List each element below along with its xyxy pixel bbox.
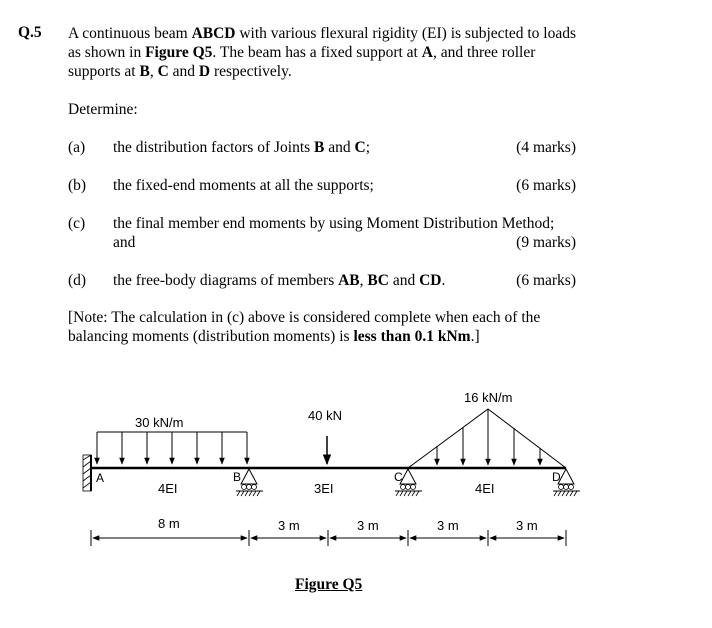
span-ab-rigidity: 4EI (158, 481, 178, 496)
part-c-marks: (9 marks) (516, 234, 576, 251)
figure-caption: Figure Q5 (295, 576, 363, 593)
joint-label-a: A (96, 471, 105, 485)
part-a-marks: (4 marks) (516, 139, 576, 156)
determine-heading: Determine: (68, 101, 138, 118)
udl-load (97, 432, 247, 464)
question-intro: A continuous beam ABCD with various flexural rigidity (EI) is subjected to loads as shown in Figure Q5. The beam has a fixed support at A, and three roller supports at B, C and D respectively. (68, 25, 576, 80)
dimension-label-3: 3 m (357, 518, 379, 533)
point-load-label: 40 kN (308, 408, 342, 423)
triangular-load-label: 16 kN/m (464, 390, 513, 405)
part-d-label: (d) (68, 272, 87, 289)
part-b-marks: (6 marks) (516, 177, 576, 194)
triangular-load (408, 409, 566, 468)
part-c-text: the final member end moments by using Moment Distribution Method; (113, 215, 555, 232)
span-cd-rigidity: 4EI (475, 481, 495, 496)
span-bc-rigidity: 3EI (314, 481, 334, 496)
note-text: [Note: The calculation in (c) above is considered complete when each of the balancing moments (distribution moments) is less than 0.1 kNm.] (68, 309, 541, 345)
part-d-marks: (6 marks) (516, 272, 576, 289)
part-a-text: the distribution factors of Joints B and C; (113, 139, 371, 156)
dimension-label-5: 3 m (516, 518, 538, 533)
joint-label-d: D (552, 470, 561, 484)
part-a-label: (a) (68, 139, 86, 156)
part-c-text-cont: and (113, 234, 136, 251)
part-c-label: (c) (68, 215, 86, 232)
dimension-label-1: 8 m (158, 516, 180, 531)
part-b-text: the fixed-end moments at all the supports; (113, 177, 374, 194)
fixed-support-a (83, 455, 91, 491)
joint-label-b: B (233, 470, 242, 484)
part-b-label: (b) (68, 177, 87, 194)
joint-label-c: C (394, 470, 403, 484)
udl-label: 30 kN/m (135, 415, 184, 430)
dimension-label-4: 3 m (437, 518, 459, 533)
dimension-label-2: 3 m (278, 518, 300, 533)
part-d-text: the free-body diagrams of members AB, BC and CD. (113, 272, 446, 289)
question-number: Q.5 (18, 24, 42, 41)
